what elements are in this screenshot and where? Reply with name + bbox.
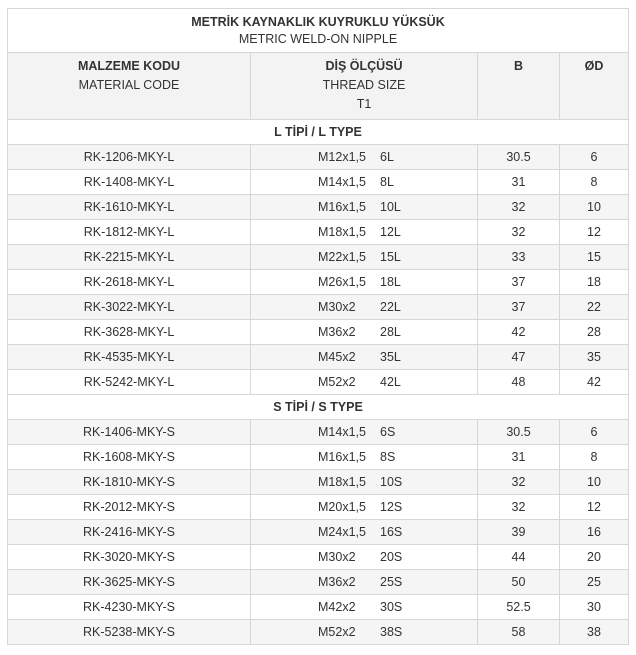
d-value-cell: 10 [560, 470, 629, 495]
d-value-cell: 12 [560, 220, 629, 245]
thread-type-value: 8L [380, 175, 394, 189]
b-value-cell: 30.5 [478, 145, 560, 170]
thread-size-value: M42x2 [318, 600, 356, 614]
thread-size-cell [251, 470, 478, 495]
material-code-cell: RK-3625-MKY-S [8, 570, 251, 595]
thread-type-value: 6L [380, 150, 394, 164]
material-code-cell: RK-2215-MKY-L [8, 245, 251, 270]
b-value-cell: 33 [478, 245, 560, 270]
thread-type-value: 16S [380, 525, 403, 539]
header-d-label: ØD [584, 59, 604, 73]
table-row [8, 595, 629, 620]
table-row [8, 220, 629, 245]
table-row [8, 495, 629, 520]
thread-size-cell [251, 445, 478, 470]
thread-type-value: 12L [380, 225, 401, 239]
thread-size-cell [251, 220, 478, 245]
thread-type-value: 12S [380, 500, 403, 514]
thread-type-value: 10L [380, 200, 401, 214]
section-label: S TİPİ / S TYPE [8, 395, 629, 420]
table-row [8, 370, 629, 395]
material-code-cell: RK-5238-MKY-S [8, 620, 251, 645]
d-value-cell: 16 [560, 520, 629, 545]
table-row [8, 170, 629, 195]
thread-size-value: M26x1,5 [318, 275, 366, 289]
b-value-cell: 31 [478, 445, 560, 470]
d-value-cell: 10 [560, 195, 629, 220]
table-title-en: METRIC WELD-ON NIPPLE [238, 31, 398, 46]
header-d [560, 53, 629, 120]
thread-size-value: M36x2 [318, 575, 356, 589]
material-code-cell: RK-1206-MKY-L [8, 145, 251, 170]
thread-size-value: M20x1,5 [318, 500, 366, 514]
table-title-tr: METRİK KAYNAKLIK KUYRUKLU YÜKSÜK [191, 14, 445, 29]
b-value-cell: 32 [478, 495, 560, 520]
thread-size-cell [251, 170, 478, 195]
b-value-cell: 37 [478, 295, 560, 320]
table-row [8, 620, 629, 645]
table-row [8, 145, 629, 170]
d-value-cell: 28 [560, 320, 629, 345]
thread-size-cell [251, 270, 478, 295]
b-value-cell: 30.5 [478, 420, 560, 445]
material-code-cell: RK-3020-MKY-S [8, 545, 251, 570]
thread-size-cell [251, 620, 478, 645]
table-row [8, 245, 629, 270]
thread-type-value: 38S [380, 625, 403, 639]
b-value-cell: 48 [478, 370, 560, 395]
thread-type-value: 22L [380, 300, 401, 314]
section-header-row [8, 395, 629, 420]
thread-type-value: 25S [380, 575, 403, 589]
d-value-cell: 38 [560, 620, 629, 645]
header-thread-sub: T1 [356, 97, 372, 111]
d-value-cell: 6 [560, 420, 629, 445]
thread-size-cell [251, 195, 478, 220]
material-code-cell: RK-4230-MKY-S [8, 595, 251, 620]
thread-size-value: M16x1,5 [318, 450, 366, 464]
material-code-cell: RK-1810-MKY-S [8, 470, 251, 495]
header-thread-size [251, 53, 478, 120]
table-row [8, 270, 629, 295]
b-value-cell: 58 [478, 620, 560, 645]
thread-size-value: M52x2 [318, 375, 356, 389]
thread-size-cell [251, 520, 478, 545]
b-value-cell: 37 [478, 270, 560, 295]
thread-size-cell [251, 245, 478, 270]
table-row [8, 195, 629, 220]
thread-type-value: 42L [380, 375, 401, 389]
table-row [8, 445, 629, 470]
material-code-cell: RK-4535-MKY-L [8, 345, 251, 370]
header-thread-en: THREAD SIZE [322, 78, 406, 92]
table-row [8, 420, 629, 445]
material-code-cell: RK-3628-MKY-L [8, 320, 251, 345]
d-value-cell: 18 [560, 270, 629, 295]
thread-size-cell [251, 595, 478, 620]
thread-size-cell [251, 145, 478, 170]
b-value-cell: 39 [478, 520, 560, 545]
thread-type-value: 8S [380, 450, 396, 464]
material-code-cell: RK-2012-MKY-S [8, 495, 251, 520]
table-row [8, 470, 629, 495]
b-value-cell: 47 [478, 345, 560, 370]
b-value-cell: 42 [478, 320, 560, 345]
header-b [478, 53, 560, 120]
d-value-cell: 42 [560, 370, 629, 395]
b-value-cell: 32 [478, 195, 560, 220]
thread-size-cell [251, 545, 478, 570]
section-label: L TİPİ / L TYPE [8, 120, 629, 145]
d-value-cell: 30 [560, 595, 629, 620]
thread-size-value: M18x1,5 [318, 225, 366, 239]
table-title-cell [8, 9, 629, 53]
thread-size-value: M16x1,5 [318, 200, 366, 214]
section-header-row [8, 120, 629, 145]
thread-type-value: 20S [380, 550, 403, 564]
thread-size-cell [251, 570, 478, 595]
material-code-cell: RK-1812-MKY-L [8, 220, 251, 245]
material-code-cell: RK-1608-MKY-S [8, 445, 251, 470]
thread-type-value: 6S [380, 425, 396, 439]
thread-size-value: M30x2 [318, 300, 356, 314]
d-value-cell: 8 [560, 445, 629, 470]
header-code-tr: MALZEME KODU [77, 59, 181, 73]
thread-type-value: 35L [380, 350, 401, 364]
table-row [8, 320, 629, 345]
thread-size-cell [251, 370, 478, 395]
thread-size-cell [251, 295, 478, 320]
thread-size-value: M45x2 [318, 350, 356, 364]
d-value-cell: 25 [560, 570, 629, 595]
material-code-cell: RK-1610-MKY-L [8, 195, 251, 220]
thread-type-value: 10S [380, 475, 403, 489]
thread-type-value: 18L [380, 275, 401, 289]
table-row [8, 295, 629, 320]
table-header-row [8, 53, 629, 120]
b-value-cell: 52.5 [478, 595, 560, 620]
material-code-cell: RK-3022-MKY-L [8, 295, 251, 320]
table-row [8, 520, 629, 545]
product-table-container [7, 8, 628, 645]
material-code-cell: RK-1408-MKY-L [8, 170, 251, 195]
table-row [8, 545, 629, 570]
thread-type-value: 30S [380, 600, 403, 614]
material-code-cell: RK-2618-MKY-L [8, 270, 251, 295]
thread-size-value: M52x2 [318, 625, 356, 639]
b-value-cell: 31 [478, 170, 560, 195]
weld-on-nipple-table [7, 8, 629, 645]
d-value-cell: 15 [560, 245, 629, 270]
thread-type-value: 15L [380, 250, 401, 264]
d-value-cell: 12 [560, 495, 629, 520]
thread-size-value: M24x1,5 [318, 525, 366, 539]
thread-type-value: 28L [380, 325, 401, 339]
table-row [8, 570, 629, 595]
d-value-cell: 6 [560, 145, 629, 170]
thread-size-value: M22x1,5 [318, 250, 366, 264]
thread-size-value: M30x2 [318, 550, 356, 564]
thread-size-cell [251, 320, 478, 345]
d-value-cell: 20 [560, 545, 629, 570]
thread-size-value: M18x1,5 [318, 475, 366, 489]
b-value-cell: 32 [478, 470, 560, 495]
header-thread-tr: DİŞ ÖLÇÜSÜ [325, 59, 403, 73]
header-material-code [8, 53, 251, 120]
thread-size-value: M36x2 [318, 325, 356, 339]
thread-size-cell [251, 495, 478, 520]
d-value-cell: 22 [560, 295, 629, 320]
material-code-cell: RK-1406-MKY-S [8, 420, 251, 445]
thread-size-value: M12x1,5 [318, 150, 366, 164]
b-value-cell: 32 [478, 220, 560, 245]
b-value-cell: 44 [478, 545, 560, 570]
header-b-label: B [513, 59, 524, 73]
d-value-cell: 35 [560, 345, 629, 370]
thread-size-value: M14x1,5 [318, 175, 366, 189]
d-value-cell: 8 [560, 170, 629, 195]
thread-size-cell [251, 345, 478, 370]
thread-size-value: M14x1,5 [318, 425, 366, 439]
thread-size-cell [251, 420, 478, 445]
header-code-en: MATERIAL CODE [78, 78, 180, 92]
b-value-cell: 50 [478, 570, 560, 595]
material-code-cell: RK-2416-MKY-S [8, 520, 251, 545]
material-code-cell: RK-5242-MKY-L [8, 370, 251, 395]
table-row [8, 345, 629, 370]
table-title-row [8, 9, 629, 53]
